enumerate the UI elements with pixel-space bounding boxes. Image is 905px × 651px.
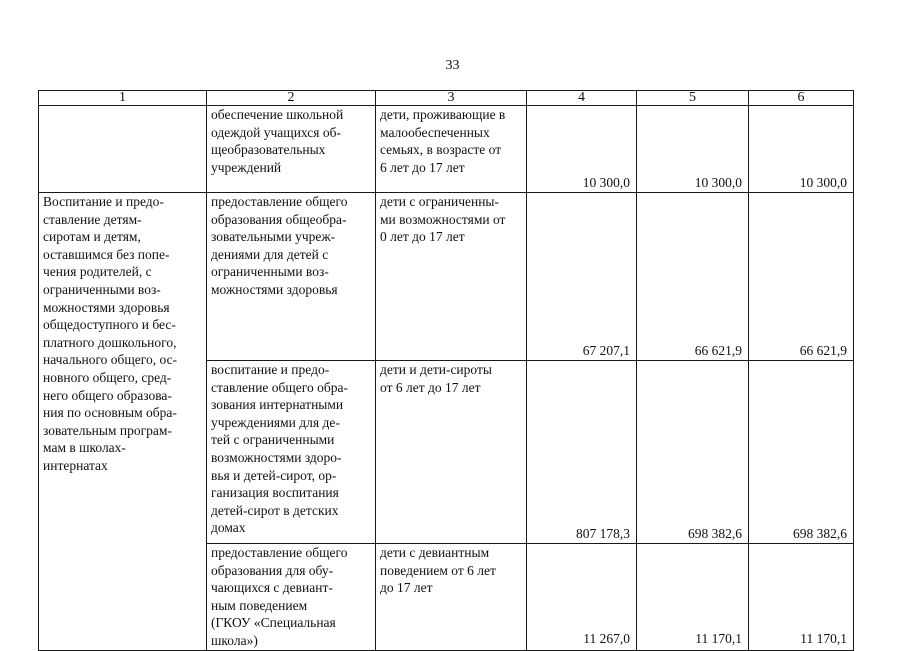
recipients-cell: дети с девиантным поведением от 6 лет до 17 лет (376, 544, 527, 651)
page-number: 33 (445, 58, 460, 73)
column-number-header-row (39, 91, 854, 106)
service-cell: предоставление общего образования общеобра- зовательными учреж- дениями для детей с ограниченными воз- можностями здоровья (207, 193, 376, 361)
table-row (39, 193, 854, 361)
service-cell: предоставление общего образования для обу- чающихся с девиант- ным поведением (ГКОУ «Специальная школа») (207, 544, 376, 651)
service-cell: обеспечение школьной одеждой учащихся об- щеобразовательных учреждений (207, 106, 376, 193)
column-header-6: 6 (749, 91, 854, 106)
recipients-cell: дети, проживающие в малообеспеченных семьях, в возрасте от 6 лет до 17 лет (376, 106, 527, 193)
value-col4: 67 207,1 (527, 193, 637, 361)
service-cell: воспитание и предо- ставление общего обра- зования интернатными учреждениями для де- тей с ограниченными возможностями здоро- вья и детей-сирот, ор- ганизация воспитания детей-сирот в детских домах (207, 361, 376, 544)
column-header-5: 5 (637, 91, 749, 106)
column-header-3: 3 (376, 91, 527, 106)
recipients-cell: дети с ограниченны- ми возможностями от 0 лет до 17 лет (376, 193, 527, 361)
value-col5: 66 621,9 (637, 193, 749, 361)
value-col5: 10 300,0 (637, 106, 749, 193)
group-label-cell: Воспитание и предо- ставление детям- сиротам и детям, оставшимся без попе- чения родителей, с ограниченными воз- можностями здоровья общедоступного и бес- платного дошкольного, начального общего, ос- новного общего, сред- него общего образова- ния по основным обра- зовательным програм- мам в школах- интернатах (39, 193, 207, 651)
value-col6: 10 300,0 (749, 106, 854, 193)
value-col5: 698 382,6 (637, 361, 749, 544)
group-cell-empty (39, 106, 207, 193)
recipients-cell: дети и дети-сироты от 6 лет до 17 лет (376, 361, 527, 544)
column-header-1: 1 (39, 91, 207, 106)
value-col6: 11 170,1 (749, 544, 854, 651)
column-header-4: 4 (527, 91, 637, 106)
value-col4: 10 300,0 (527, 106, 637, 193)
value-col6: 698 382,6 (749, 361, 854, 544)
value-col4: 11 267,0 (527, 544, 637, 651)
table-row (39, 106, 854, 193)
column-header-2: 2 (207, 91, 376, 106)
value-col6: 66 621,9 (749, 193, 854, 361)
budget-table (38, 90, 854, 651)
value-col4: 807 178,3 (527, 361, 637, 544)
value-col5: 11 170,1 (637, 544, 749, 651)
